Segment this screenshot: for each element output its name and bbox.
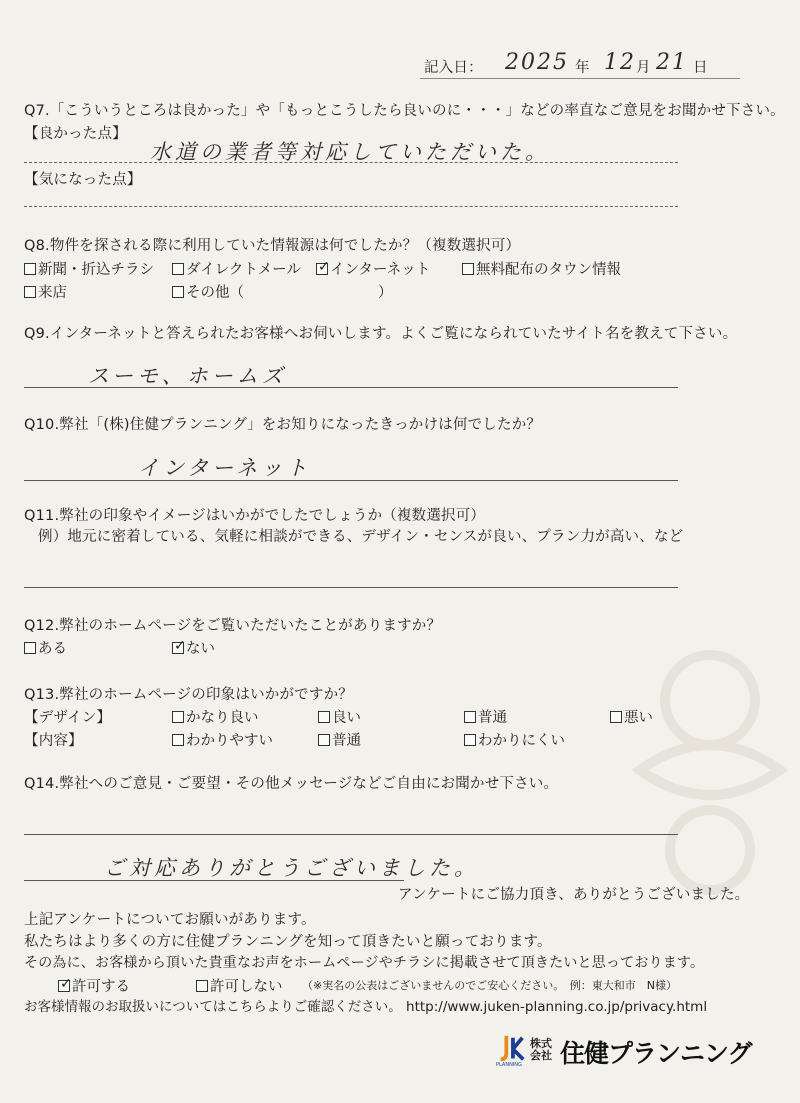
q10-line <box>24 480 678 481</box>
checkbox[interactable] <box>172 734 184 746</box>
q9-line <box>24 387 678 388</box>
q13-question: Q13.弊社のホームページの印象はいかがですか？ <box>24 687 353 703</box>
logo-kabushiki: 株式会社 <box>530 1037 552 1062</box>
q12-option-yes[interactable]: ある <box>24 637 67 658</box>
checkbox-checked[interactable] <box>172 638 186 654</box>
q8-option-visit[interactable]: 来店 <box>24 281 67 302</box>
checkbox[interactable] <box>172 711 184 723</box>
q8-option-dm[interactable]: ダイレクトメール <box>172 258 301 279</box>
ornament-watermark <box>620 640 800 900</box>
checkbox[interactable] <box>318 711 330 723</box>
q9-answer[interactable]: スーモ、ホームズ <box>88 364 287 388</box>
q13-design-label: 【デザイン】 <box>24 710 112 726</box>
checkbox[interactable] <box>172 286 184 298</box>
q13-content-unclear[interactable]: わかりにくい <box>464 729 565 750</box>
q13-content-clear[interactable]: わかりやすい <box>172 729 273 750</box>
logo-company-name: 住健プランニング <box>560 1039 752 1068</box>
q8-question: Q8.物件を探される際に利用していた情報源は何でしたか？（複数選択可） <box>24 238 521 254</box>
q11-example: 例）地元に密着している、気軽に相談ができる、デザイン・センスが良い、プラン力が高い、など <box>38 529 684 545</box>
date-month-unit: 月 <box>636 60 651 76</box>
q14-question: Q14.弊社へのご意見・ご要望・その他メッセージなどご自由にお聞かせ下さい。 <box>24 776 559 792</box>
date-day-unit: 日 <box>693 60 708 76</box>
q8-option-town[interactable]: 無料配布のタウン情報 <box>462 258 621 279</box>
checkbox[interactable] <box>464 734 476 746</box>
q8-option-internet[interactable]: ✓ インターネット <box>318 259 431 278</box>
date-underline <box>420 78 740 79</box>
q7-good-answer[interactable]: 水道の業者等対応していただいた。 <box>150 140 550 164</box>
q13-design-good[interactable]: 良い <box>318 706 361 727</box>
q10-answer[interactable]: インターネット <box>138 456 312 480</box>
date-day: 21 <box>656 50 688 75</box>
q13-content-label: 【内容】 <box>24 733 83 749</box>
checkbox[interactable] <box>24 286 36 298</box>
q12-question: Q12.弊社のホームページをご覧いただいたことがありますか？ <box>24 618 442 634</box>
date-year: 2025 <box>505 50 569 75</box>
q13-design-very-good[interactable]: かなり良い <box>172 706 259 727</box>
q7-question: Q7.「こういうところは良かった」や「もっとこうしたら良いのに・・・」などの率直なご意見をお聞かせ下さい。 <box>24 103 785 119</box>
footer-request-2: 私たちはより多くの方に住健プランニングを知って頂きたいと願っております。 <box>24 934 552 950</box>
q11-line <box>24 587 678 588</box>
checkbox-checked[interactable] <box>316 259 330 275</box>
logo-mark-sub: PLANNING <box>496 1062 522 1068</box>
date-label: 記入日： <box>424 60 483 76</box>
q8-other-close: ） <box>378 285 393 301</box>
q13-design-bad[interactable]: 悪い <box>610 706 653 727</box>
q8-option-other[interactable]: その他（ <box>172 281 244 302</box>
permit-no-option[interactable]: 許可しない <box>196 975 283 996</box>
date-month: 12 <box>604 50 636 75</box>
permit-note: （※実名の公表はございませんのでご安心ください。 例：東大和市 N様） <box>302 979 677 992</box>
footer-thanks: アンケートにご協力頂き、ありがとうございました。 <box>398 887 750 903</box>
checkbox[interactable] <box>462 263 474 275</box>
privacy-link[interactable]: お客様情報のお取扱いについてはこちらよりご確認ください。 http://www.juken-planning.co.jp/privacy.html <box>24 999 708 1015</box>
date-year-unit: 年 <box>575 60 590 76</box>
footer-request-1: 上記アンケートについてお願いがあります。 <box>24 912 316 928</box>
q13-design-normal[interactable]: 普通 <box>464 706 507 727</box>
checkbox[interactable] <box>196 980 208 992</box>
checkmark-icon: ✓ <box>60 976 72 992</box>
q8-option-newspaper[interactable]: 新聞・折込チラシ <box>24 258 154 279</box>
footer-request-3: その為に、お客様から頂いた貴重なお声をホームページやチラシに掲載させて頂きたいと思っております。 <box>24 955 705 971</box>
checkmark-icon: ✓ <box>174 638 186 654</box>
checkbox[interactable] <box>318 734 330 746</box>
q9-question: Q9.インターネットと答えられたお客様へお伺いします。よくご覧になられていたサイト名を教えて下さい。 <box>24 326 738 342</box>
q11-question: Q11.弊社の印象やイメージはいかがでしたでしょうか（複数選択可） <box>24 508 486 524</box>
checkbox[interactable] <box>172 263 184 275</box>
checkbox[interactable] <box>24 263 36 275</box>
checkbox-checked[interactable] <box>58 976 72 992</box>
q7-good-line <box>24 162 678 163</box>
q7-concern-line <box>24 206 678 207</box>
checkbox[interactable] <box>24 642 36 654</box>
q14-answer[interactable]: ご対応ありがとうございました。 <box>104 856 479 880</box>
q14-line-1 <box>24 834 678 835</box>
checkbox[interactable] <box>610 711 622 723</box>
q14-line-2 <box>24 880 404 881</box>
permit-yes-option[interactable]: ✓ 許可する <box>60 976 130 995</box>
q7-concern-label: 【気になった点】 <box>24 172 142 188</box>
checkbox[interactable] <box>464 711 476 723</box>
q12-option-no[interactable]: ✓ ない <box>174 638 215 657</box>
q13-content-normal[interactable]: 普通 <box>318 729 361 750</box>
checkmark-icon: ✓ <box>318 259 330 275</box>
q10-question: Q10.弊社「(株)住健プランニング」をお知りになったきっかけは何でしたか？ <box>24 417 542 433</box>
q7-good-label: 【良かった点】 <box>24 126 127 142</box>
